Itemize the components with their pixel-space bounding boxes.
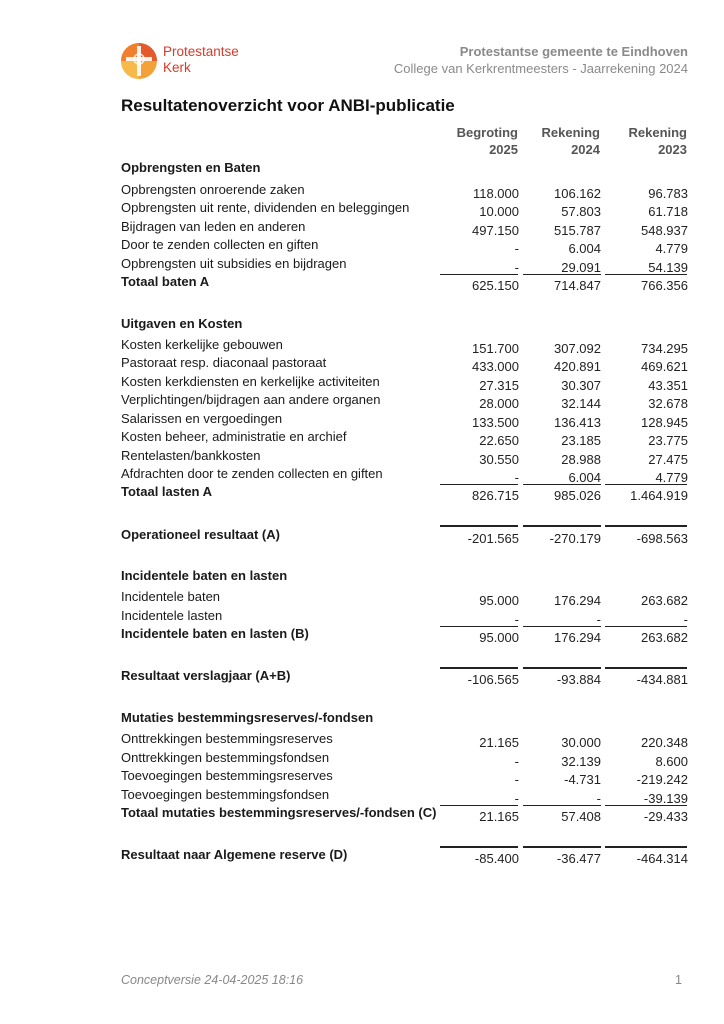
row-label: Kosten kerkdiensten en kerkelijke activiteiten (121, 374, 380, 389)
value-rekening-2024: 32.139 (561, 754, 601, 769)
column-header-year: 2023 (658, 142, 687, 157)
section-heading-incidenteel (121, 568, 688, 586)
column-header-line: Rekening (628, 125, 687, 140)
value-begroting-2025: 28.000 (479, 396, 519, 411)
header-organisation: Protestantse gemeente te Eindhoven (459, 44, 688, 59)
total-row-baten (121, 274, 688, 292)
value-begroting-2025: 151.700 (472, 341, 519, 356)
value-rekening-2023: 61.718 (648, 204, 688, 219)
value-rekening-2023: 43.351 (648, 378, 688, 393)
row-label: Uitgaven en Kosten (121, 316, 243, 331)
value-rekening-2023: -434.881 (636, 672, 688, 687)
value-rekening-2023: 96.783 (648, 186, 688, 201)
column-header-year: 2025 (489, 142, 518, 157)
value-rekening-2024: - (596, 791, 601, 806)
row-label: Opbrengsten onroerende zaken (121, 182, 305, 197)
table-row (121, 787, 688, 805)
column-header-line: Begroting (456, 125, 518, 140)
value-rekening-2024: - (596, 612, 601, 627)
value-rekening-2024: 307.092 (554, 341, 601, 356)
value-rekening-2023: 32.678 (648, 396, 688, 411)
header-subtitle: College van Kerkrentmeesters - Jaarrekening 2024 (393, 61, 688, 76)
table-row (121, 411, 688, 429)
total-row-incidenteel (121, 626, 688, 644)
value-rekening-2023: -39.139 (643, 791, 688, 806)
row-label: Bijdragen van leden en anderen (121, 219, 306, 234)
row-label: Salarissen en vergoedingen (121, 411, 283, 426)
row-label: Incidentele lasten (121, 608, 223, 623)
row-label: Door te zenden collecten en giften (121, 237, 319, 252)
value-rekening-2024: 420.891 (554, 359, 601, 374)
section-heading-opbrengsten (121, 160, 688, 178)
brand-logo (120, 42, 260, 82)
brand-line-2: Kerk (163, 60, 191, 75)
value-begroting-2025: 826.715 (472, 488, 519, 503)
value-begroting-2025: 10.000 (479, 204, 519, 219)
column-header-rekening-2024 (541, 124, 600, 158)
value-rekening-2024: 30.000 (561, 735, 601, 750)
value-begroting-2025: 30.550 (479, 452, 519, 467)
table-row (121, 374, 688, 392)
table-row (121, 589, 688, 607)
value-rekening-2023: 4.779 (655, 470, 688, 485)
value-begroting-2025: - (514, 612, 519, 627)
row-label: Rentelasten/bankkosten (121, 448, 261, 463)
value-begroting-2025: - (514, 470, 519, 485)
value-rekening-2023: 263.682 (641, 630, 688, 645)
value-rekening-2024: 28.988 (561, 452, 601, 467)
table-row (121, 182, 688, 200)
document-header (394, 44, 688, 77)
value-rekening-2023: 27.475 (648, 452, 688, 467)
value-rekening-2024: -93.884 (556, 672, 601, 687)
value-rekening-2024: 23.185 (561, 433, 601, 448)
value-rekening-2024: 32.144 (561, 396, 601, 411)
column-header-year: 2024 (571, 142, 600, 157)
total-row-lasten (121, 484, 688, 502)
value-rekening-2024: 515.787 (554, 223, 601, 238)
row-label: Operationeel resultaat (A) (121, 527, 280, 542)
result-row-verslagjaar (121, 668, 688, 686)
row-label: Toevoegingen bestemmingsreserves (121, 768, 333, 783)
table-row (121, 429, 688, 447)
row-label: Onttrekkingen bestemmingsfondsen (121, 750, 330, 765)
value-rekening-2023: -698.563 (636, 531, 688, 546)
table-row (121, 731, 688, 749)
table-row (121, 750, 688, 768)
value-rekening-2023: 8.600 (655, 754, 688, 769)
row-label: Totaal baten A (121, 274, 210, 289)
value-rekening-2023: -29.433 (643, 809, 688, 824)
row-label: Opbrengsten uit rente, dividenden en beleggingen (121, 200, 410, 215)
row-label: Totaal lasten A (121, 484, 213, 499)
table-row (121, 355, 688, 373)
value-rekening-2023: - (683, 612, 688, 627)
value-rekening-2024: 136.413 (554, 415, 601, 430)
value-rekening-2023: 4.779 (655, 241, 688, 256)
footer-version: Conceptversie 24-04-2025 18:16 (121, 973, 304, 987)
value-rekening-2024: 106.162 (554, 186, 601, 201)
value-begroting-2025: - (514, 791, 519, 806)
value-begroting-2025: - (514, 772, 519, 787)
table-row (121, 200, 688, 218)
table-row (121, 608, 688, 626)
row-label: Opbrengsten uit subsidies en bijdragen (121, 256, 347, 271)
value-begroting-2025: - (514, 241, 519, 256)
value-begroting-2025: -106.565 (467, 672, 519, 687)
value-rekening-2023: 548.937 (641, 223, 688, 238)
table-row (121, 466, 688, 484)
value-begroting-2025: - (514, 754, 519, 769)
table-row (121, 768, 688, 786)
page-title: Resultatenoverzicht voor ANBI-publicatie (121, 96, 455, 115)
value-begroting-2025: 21.165 (479, 809, 519, 824)
row-label: Incidentele baten en lasten (B) (121, 626, 309, 641)
value-begroting-2025: -201.565 (467, 531, 519, 546)
table-row (121, 448, 688, 466)
value-rekening-2023: -219.242 (636, 772, 688, 787)
row-label: Incidentele baten (121, 589, 221, 604)
church-logo-icon (120, 42, 158, 80)
table-row (121, 256, 688, 274)
value-begroting-2025: 625.150 (472, 278, 519, 293)
column-header-line: Rekening (541, 125, 600, 140)
table-row (121, 219, 688, 237)
value-rekening-2024: 6.004 (568, 470, 601, 485)
value-begroting-2025: 118.000 (472, 186, 519, 201)
column-header-begroting-2025 (457, 124, 518, 158)
value-begroting-2025: 133.500 (472, 415, 519, 430)
value-rekening-2023: 23.775 (648, 433, 688, 448)
row-label: Opbrengsten en Baten (121, 160, 261, 175)
value-rekening-2024: 6.004 (568, 241, 601, 256)
row-label: Kosten beheer, administratie en archief (121, 429, 347, 444)
value-rekening-2023: 766.356 (641, 278, 688, 293)
value-rekening-2024: 176.294 (554, 593, 601, 608)
page-number: 1 (675, 973, 682, 987)
row-label: Pastoraat resp. diaconaal pastoraat (121, 355, 327, 370)
row-label: Toevoegingen bestemmingsfondsen (121, 787, 330, 802)
value-begroting-2025: 21.165 (479, 735, 519, 750)
row-label: Resultaat naar Algemene reserve (D) (121, 847, 348, 862)
section-heading-mutaties (121, 710, 688, 728)
brand-line-1: Protestantse (163, 44, 239, 59)
total-row-mutaties (121, 805, 688, 823)
row-label: Resultaat verslagjaar (A+B) (121, 668, 291, 683)
value-rekening-2023: 54.139 (648, 260, 688, 275)
value-rekening-2023: 263.682 (641, 593, 688, 608)
table-row (121, 337, 688, 355)
table-row (121, 392, 688, 410)
value-rekening-2024: 29.091 (561, 260, 601, 275)
value-begroting-2025: 27.315 (479, 378, 519, 393)
value-begroting-2025: 95.000 (479, 593, 519, 608)
value-rekening-2023: 128.945 (641, 415, 688, 430)
value-begroting-2025: 433.000 (472, 359, 519, 374)
row-label: Afdrachten door te zenden collecten en giften (121, 466, 383, 481)
section-heading-uitgaven (121, 316, 688, 334)
value-rekening-2024: 57.408 (561, 809, 601, 824)
result-row-algemene-reserve (121, 847, 688, 865)
row-label: Verplichtingen/bijdragen aan andere organen (121, 392, 381, 407)
row-label: Onttrekkingen bestemmingsreserves (121, 731, 333, 746)
row-label: Mutaties bestemmingsreserves/-fondsen (121, 710, 374, 725)
result-row-operationeel (121, 527, 688, 545)
value-rekening-2023: 469.621 (641, 359, 688, 374)
value-rekening-2024: 176.294 (554, 630, 601, 645)
value-rekening-2024: -36.477 (556, 851, 601, 866)
value-rekening-2023: 734.295 (641, 341, 688, 356)
value-begroting-2025: 95.000 (479, 630, 519, 645)
column-header-rekening-2023 (628, 124, 687, 158)
value-begroting-2025: 497.150 (472, 223, 519, 238)
value-begroting-2025: -85.400 (474, 851, 519, 866)
value-begroting-2025: 22.650 (479, 433, 519, 448)
value-rekening-2024: -270.179 (549, 531, 601, 546)
value-rekening-2024: -4.731 (564, 772, 601, 787)
row-label: Incidentele baten en lasten (121, 568, 288, 583)
value-rekening-2024: 57.803 (561, 204, 601, 219)
value-rekening-2024: 985.026 (554, 488, 601, 503)
row-label: Totaal mutaties bestemmingsreserves/-fondsen (C) (121, 805, 437, 820)
value-rekening-2024: 30.307 (561, 378, 601, 393)
value-rekening-2023: 1.464.919 (630, 488, 688, 503)
value-rekening-2023: -464.314 (636, 851, 688, 866)
value-begroting-2025: - (514, 260, 519, 275)
brand-name (163, 44, 239, 76)
row-label: Kosten kerkelijke gebouwen (121, 337, 283, 352)
value-rekening-2024: 714.847 (554, 278, 601, 293)
table-row (121, 237, 688, 255)
value-rekening-2023: 220.348 (641, 735, 688, 750)
